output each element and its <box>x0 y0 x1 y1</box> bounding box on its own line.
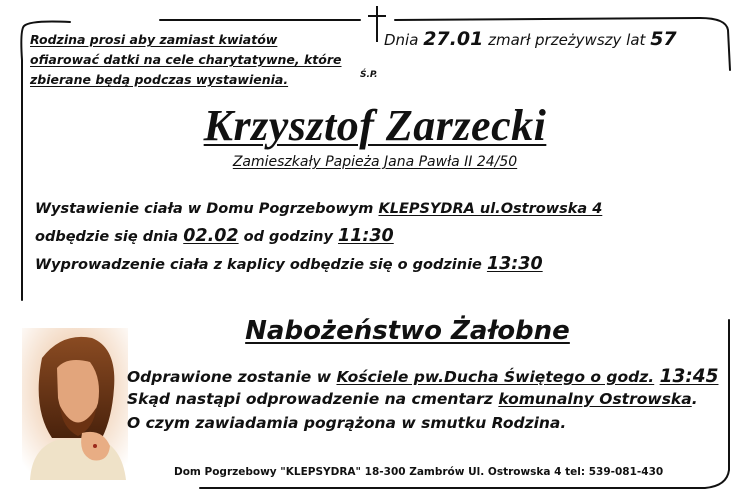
service-line-1-text: Odprawione zostanie w <box>127 368 332 386</box>
praying-jesus-icon <box>22 328 128 480</box>
deceased-address-text: Zamieszkały Papieża Jana Pawła II 24/50 <box>232 154 518 170</box>
viewing-time: 11:30 <box>338 226 394 246</box>
service-line-2-text: Skąd nastąpi odprowadzenie na cmentarz <box>127 390 493 408</box>
cemetery-name: komunalny Ostrowska <box>498 390 692 408</box>
death-prefix: Dnia <box>384 31 419 49</box>
sp-label: Ś.P. <box>360 70 378 80</box>
deceased-name <box>0 100 750 151</box>
donation-request <box>30 30 342 90</box>
viewing-line-3 <box>35 254 543 274</box>
service-line-1 <box>127 366 718 387</box>
service-title-text: Nabożeństwo Żałobne <box>245 316 570 346</box>
viewing-line-2-mid: od godziny <box>243 229 333 245</box>
viewing-date: 02.02 <box>183 226 239 246</box>
death-middle: zmarł przeżywszy lat <box>488 31 646 49</box>
deceased-address <box>0 154 750 170</box>
service-place: Kościele pw.Ducha Świętego o godz. <box>336 368 655 386</box>
viewing-line-3-text: Wyprowadzenie ciała z kaplicy odbędzie się o godzinie <box>35 257 482 273</box>
donation-request-line: Rodzina prosi aby zamiast kwiatów <box>30 32 278 47</box>
viewing-line-1-text: Wystawienie ciała w Domu Pogrzebowym <box>35 201 374 217</box>
death-info <box>384 28 677 50</box>
viewing-line-1 <box>35 201 602 217</box>
donation-request-line: zbierane będą podczas wystawienia. <box>30 72 289 87</box>
deceased-name-text: Krzysztof Zarzecki <box>203 101 547 150</box>
death-age: 57 <box>650 28 677 50</box>
service-line-3: O czym zawiadamia pogrążona w smutku Rodzina. <box>127 414 567 432</box>
viewing-line-2 <box>35 226 394 246</box>
departure-time: 13:30 <box>486 254 543 274</box>
death-date: 27.01 <box>423 28 484 50</box>
service-line-2-post: . <box>691 390 698 408</box>
viewing-line-2-text: odbędzie się dnia <box>35 229 179 245</box>
viewing-place: KLEPSYDRA ul.Ostrowska 4 <box>378 201 603 217</box>
donation-request-line: ofiarować datki na cele charytatywne, które <box>30 52 342 67</box>
funeral-home-footer: Dom Pogrzebowy "KLEPSYDRA" 18-300 Zambrów Ul. Ostrowska 4 tel: 539-081-430 <box>174 466 664 478</box>
service-line-2 <box>127 390 698 408</box>
service-time: 13:45 <box>659 366 719 387</box>
